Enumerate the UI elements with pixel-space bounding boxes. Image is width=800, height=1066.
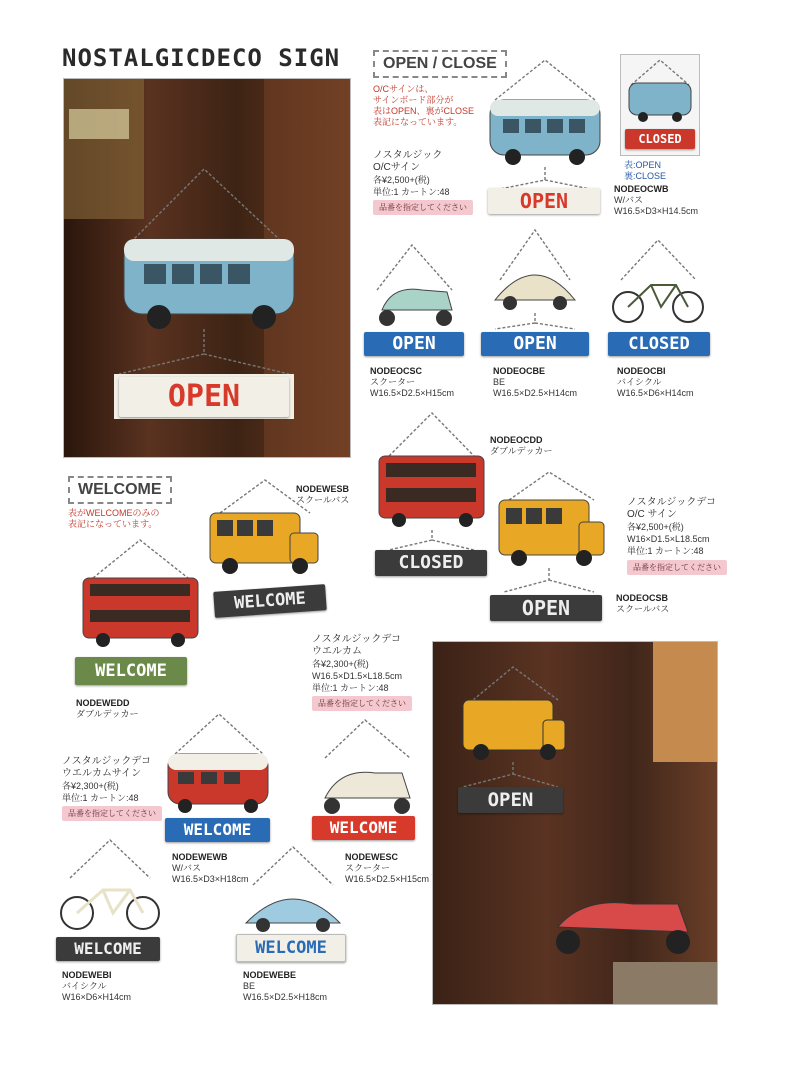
- we-doubledecker-product: [78, 538, 203, 653]
- hero-photo-open-sign: [63, 78, 351, 458]
- oc-item-bicycle: NODEOCBI バイシクル W16.5×D6×H14cm: [617, 366, 694, 398]
- oc-info-2: ノスタルジックデコ O/C サイン 各¥2,500+(税) W16×D1.5×L18.5cm 単位:1 カートン:48: [627, 497, 716, 556]
- plate-open-schoolbus: OPEN: [490, 595, 602, 621]
- photo-schoolbus-scooter: [432, 641, 718, 1005]
- oc-item-wbus: NODEOCWB W/バス W16.5×D3×H14.5cm: [614, 184, 699, 216]
- we-info-1: ノスタルジックデコ ウエルカム 各¥2,300+(税) W16.5×D1.5×L18.5cm 単位:1 カートン:48: [312, 634, 403, 693]
- plate-welcome-scooter: WELCOME: [312, 816, 415, 840]
- oc-item-schoolbus: NODEOCSB スクールバス: [616, 593, 670, 614]
- we-bicycle-product: [55, 838, 165, 938]
- we-item-scooter: NODEWESC スクーター W16.5×D2.5×H15cm: [345, 852, 430, 884]
- plate-open-be: OPEN: [481, 332, 589, 356]
- plate-welcome-wbus: WELCOME: [165, 818, 270, 842]
- oc-schoolbus-product: [494, 470, 609, 595]
- plate-welcome-schoolbus: WELCOME: [213, 584, 327, 618]
- we-item-bicycle: NODEWEBI バイシクル W16×D6×H14cm: [62, 970, 132, 1002]
- plate-welcome-bicycle: WELCOME: [56, 937, 160, 961]
- plate-open-wbus: OPEN: [488, 188, 600, 214]
- plate-open-scooter: OPEN: [364, 332, 464, 356]
- we-be-product: [238, 845, 348, 935]
- oc-scooter-product: [362, 240, 467, 335]
- plate-closed-doubledecker: CLOSED: [375, 550, 487, 576]
- oc-product-info: ノスタルジック O/Cサイン 各¥2,500+(税) 単位:1 カートン:48: [373, 150, 450, 197]
- oc-bicycle-product: [606, 235, 711, 330]
- oc-item-be: NODEOCBE BE W16.5×D2.5×H14cm: [493, 366, 578, 398]
- plate-open-photo: OPEN: [458, 787, 563, 813]
- plate-open-hero: OPEN: [119, 377, 289, 417]
- section-tag-open-close: OPEN / CLOSE: [373, 50, 507, 78]
- we-item-schoolbus: NODEWESB スクールバス: [296, 484, 350, 505]
- oc-badge: 品番を指定してください: [373, 200, 473, 215]
- plate-welcome-doubledecker: WELCOME: [75, 657, 187, 685]
- oc-item-scooter: NODEOCSC スクーター W16.5×D2.5×H15cm: [370, 366, 455, 398]
- oc-doubledecker-product: [374, 408, 489, 553]
- we-scooter-product: [310, 718, 422, 818]
- oc-side-note: 表:OPEN 裏:CLOSE: [624, 160, 667, 181]
- we-info-2: ノスタルジックデコ ウエルカムサイン 各¥2,300+(税) 単位:1 カートン:48: [62, 756, 151, 803]
- we-item-be: NODEWEBE BE W16.5×D2.5×H18cm: [243, 970, 328, 1002]
- oc-closed-preview: [620, 54, 700, 156]
- we-info-1-badge: 品番を指定してください: [312, 696, 412, 711]
- we-info-2-badge: 品番を指定してください: [62, 806, 162, 821]
- oc-info-2-badge: 品番を指定してください: [627, 560, 727, 575]
- section-tag-welcome: WELCOME: [68, 476, 172, 504]
- plate-welcome-be: WELCOME: [236, 934, 346, 962]
- we-item-doubledecker: NODEWEDD ダブルデッカー: [76, 698, 139, 719]
- page-title: NOSTALGICDECO SIGN: [62, 44, 341, 72]
- oc-be-product: [485, 225, 585, 330]
- welcome-note: 表がWELCOMEのみの 表記になっています。: [68, 508, 160, 529]
- plate-closed-bicycle: CLOSED: [608, 332, 710, 356]
- we-wbus-product: [163, 712, 275, 817]
- oc-note: O/Cサインは、 サインボード部分が 表はOPEN、裏がCLOSE 表記になっています。: [373, 84, 475, 127]
- we-item-wbus: NODEWEWB W/バス W16.5×D3×H18cm: [172, 852, 249, 884]
- oc-item-doubledecker: NODEOCDD ダブルデッカー: [490, 435, 553, 456]
- plate-closed-preview: CLOSED: [625, 129, 695, 149]
